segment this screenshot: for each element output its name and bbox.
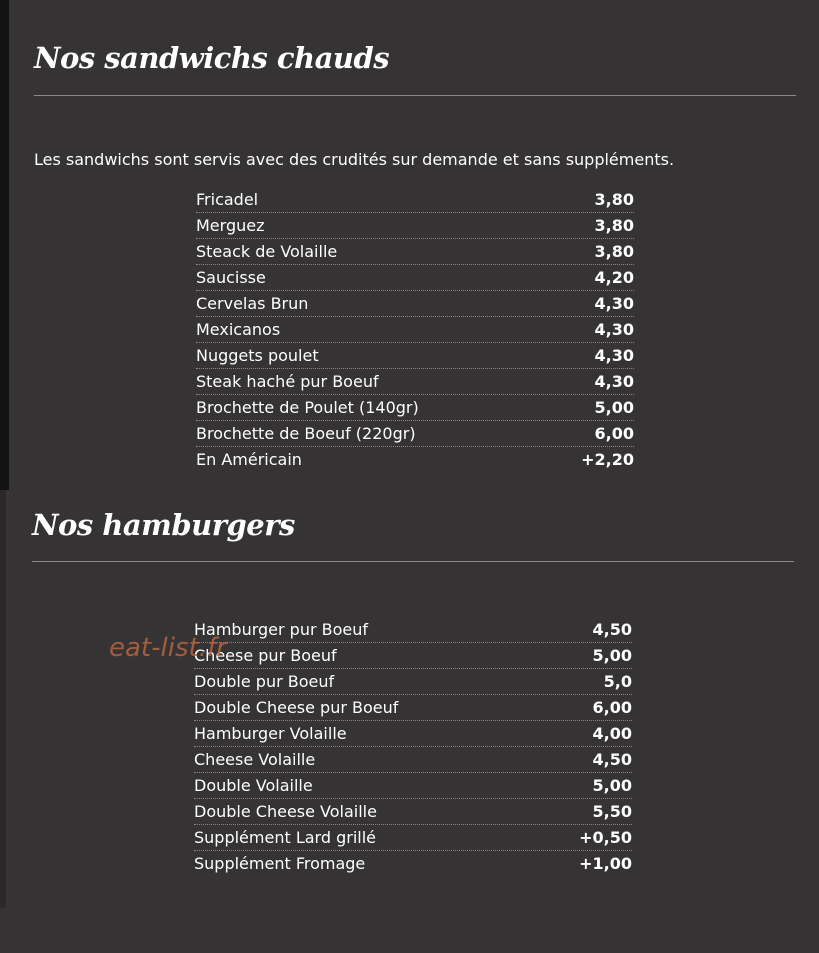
menu-item-row	[194, 747, 632, 773]
section-title-sandwichs: Nos sandwichs chauds	[34, 41, 390, 75]
sandwichs-price-list	[196, 187, 634, 472]
menu-item-price: 5,00	[592, 776, 632, 795]
menu-item-row	[196, 291, 634, 317]
menu-item-row	[196, 265, 634, 291]
menu-item-row	[196, 395, 634, 421]
menu-item-name: Double Volaille	[194, 776, 313, 795]
menu-item-name: Cheese Volaille	[194, 750, 316, 769]
menu-item-name: Merguez	[196, 216, 265, 235]
menu-item-price: 3,80	[594, 216, 634, 235]
menu-item-row	[196, 369, 634, 395]
menu-item-name: Cheese pur Boeuf	[194, 646, 337, 665]
menu-item-row	[194, 669, 632, 695]
menu-item-row	[196, 239, 634, 265]
menu-item-row	[194, 799, 632, 825]
menu-item-row	[194, 851, 632, 876]
menu-item-price: 6,00	[592, 698, 632, 717]
menu-item-price: 4,30	[594, 372, 634, 391]
menu-item-row	[196, 343, 634, 369]
menu-item-name: Nuggets poulet	[196, 346, 319, 365]
left-edge-image-strip	[0, 0, 9, 490]
menu-item-name: Supplément Lard grillé	[194, 828, 376, 847]
hamburgers-price-list	[194, 617, 632, 876]
menu-item-row	[196, 213, 634, 239]
menu-item-price: +1,00	[579, 854, 632, 873]
menu-item-price: 4,50	[592, 750, 632, 769]
section-title-hamburgers: Nos hamburgers	[32, 508, 295, 542]
menu-item-price: +2,20	[581, 450, 634, 469]
menu-item-price: 5,50	[592, 802, 632, 821]
menu-item-row	[196, 317, 634, 343]
menu-item-price: 4,50	[592, 620, 632, 639]
menu-item-name: Hamburger Volaille	[194, 724, 347, 743]
section-divider	[34, 95, 796, 96]
menu-item-row	[194, 643, 632, 669]
left-edge-shadow	[0, 490, 6, 908]
menu-item-price: 3,80	[594, 190, 634, 209]
menu-item-price: 4,20	[594, 268, 634, 287]
menu-item-row	[194, 773, 632, 799]
menu-item-name: Brochette de Poulet (140gr)	[196, 398, 419, 417]
menu-item-price: 4,30	[594, 320, 634, 339]
menu-item-name: Double Cheese pur Boeuf	[194, 698, 399, 717]
menu-item-name: En Américain	[196, 450, 302, 469]
menu-item-row	[196, 447, 634, 472]
menu-item-price: 4,30	[594, 294, 634, 313]
sandwichs-intro-text: Les sandwichs sont servis avec des crudités sur demande et sans suppléments.	[34, 150, 675, 169]
menu-item-name: Steak haché pur Boeuf	[196, 372, 379, 391]
menu-item-row	[196, 421, 634, 447]
menu-item-row	[194, 825, 632, 851]
menu-item-name: Brochette de Boeuf (220gr)	[196, 424, 416, 443]
menu-item-name: Double Cheese Volaille	[194, 802, 377, 821]
section-divider	[32, 561, 794, 562]
menu-item-name: Saucisse	[196, 268, 266, 287]
menu-item-price: 4,30	[594, 346, 634, 365]
menu-item-name: Fricadel	[196, 190, 259, 209]
menu-item-price: 4,00	[592, 724, 632, 743]
menu-item-price: 5,00	[592, 646, 632, 665]
menu-item-price: 5,0	[603, 672, 632, 691]
menu-item-name: Hamburger pur Boeuf	[194, 620, 369, 639]
menu-item-row	[194, 617, 632, 643]
watermark-text: eat-list.fr	[109, 633, 227, 663]
menu-item-name: Mexicanos	[196, 320, 281, 339]
menu-item-price: 6,00	[594, 424, 634, 443]
menu-item-price: 3,80	[594, 242, 634, 261]
menu-item-name: Supplément Fromage	[194, 854, 366, 873]
menu-item-row	[196, 187, 634, 213]
menu-item-name: Double pur Boeuf	[194, 672, 335, 691]
menu-item-name: Cervelas Brun	[196, 294, 309, 313]
menu-item-price: +0,50	[579, 828, 632, 847]
menu-item-name: Steack de Volaille	[196, 242, 338, 261]
menu-item-price: 5,00	[594, 398, 634, 417]
menu-item-row	[194, 721, 632, 747]
menu-item-row	[194, 695, 632, 721]
